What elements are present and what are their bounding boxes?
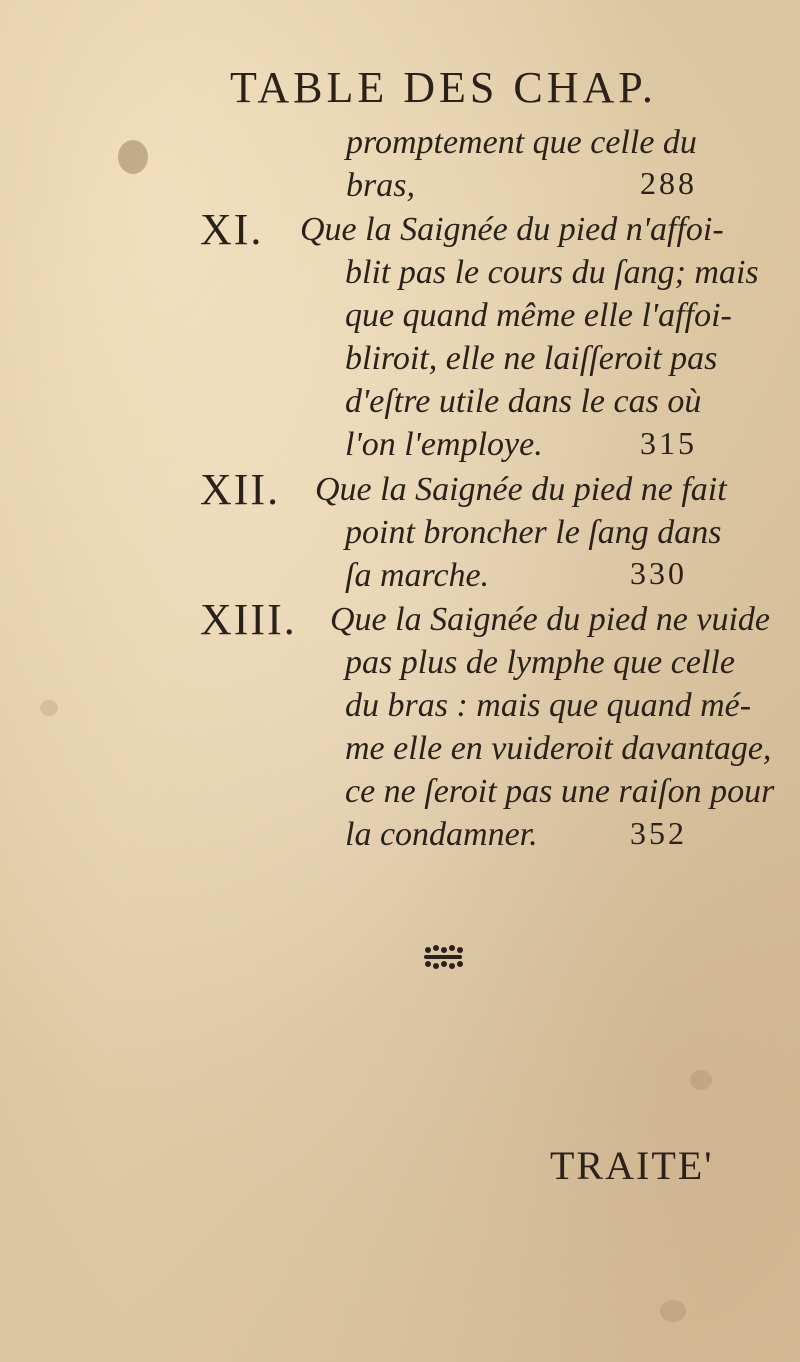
- paper-stain: [40, 700, 58, 716]
- paper-stain: [660, 1300, 686, 1322]
- paper-stain: [690, 1070, 712, 1090]
- chapter-xiii-line-3: du bras : mais que quand mé-: [345, 687, 752, 724]
- chapter-xi-line-5: d'eſtre utile dans le cas où: [345, 383, 702, 420]
- chapter-xi-page-number: 315: [640, 425, 697, 461]
- chapter-xi-line-3: que quand même elle l'affoi-: [345, 297, 732, 334]
- chapter-xiii-line-2: pas plus de lymphe que celle: [345, 644, 735, 681]
- paper-stain: [118, 140, 148, 174]
- chapter-xii-line-2: point broncher le ſang dans: [345, 514, 722, 551]
- chapter-xiii-line-1: Que la Saignée du pied ne vuide: [330, 601, 770, 638]
- continuation-page-number: 288: [640, 165, 697, 201]
- chapter-number-xi: XI.: [200, 205, 264, 254]
- chapter-xi-line-1: Que la Saignée du pied n'affoi-: [300, 211, 724, 248]
- continuation-line-2: bras,: [346, 167, 415, 204]
- chapter-xi-line-2: blit pas le cours du ſang; mais: [345, 254, 759, 291]
- chapter-xii-line-1: Que la Saignée du pied ne fait: [315, 471, 727, 508]
- chapter-xii-page-number: 330: [630, 555, 687, 591]
- chapter-number-xiii: XIII.: [200, 595, 297, 644]
- catchword: TRAITE': [550, 1143, 714, 1188]
- continuation-line-1: promptement que celle du: [346, 124, 697, 161]
- chapter-xiii-page-number: 352: [630, 815, 687, 851]
- running-head: TABLE DES CHAP.: [230, 63, 657, 112]
- chapter-xiii-line-6: la condamner.: [345, 816, 538, 853]
- chapter-xiii-line-4: me elle en vuideroit davantage,: [345, 730, 772, 767]
- chapter-number-xii: XII.: [200, 465, 281, 514]
- fleuron-ornament: [420, 940, 466, 974]
- chapter-xii-line-3: ſa marche.: [345, 557, 490, 594]
- chapter-xi-line-6: l'on l'employe.: [345, 426, 543, 463]
- chapter-xi-line-4: bliroit, elle ne laiſſeroit pas: [345, 340, 718, 377]
- chapter-xiii-line-5: ce ne ſeroit pas une raiſon pour: [345, 773, 775, 810]
